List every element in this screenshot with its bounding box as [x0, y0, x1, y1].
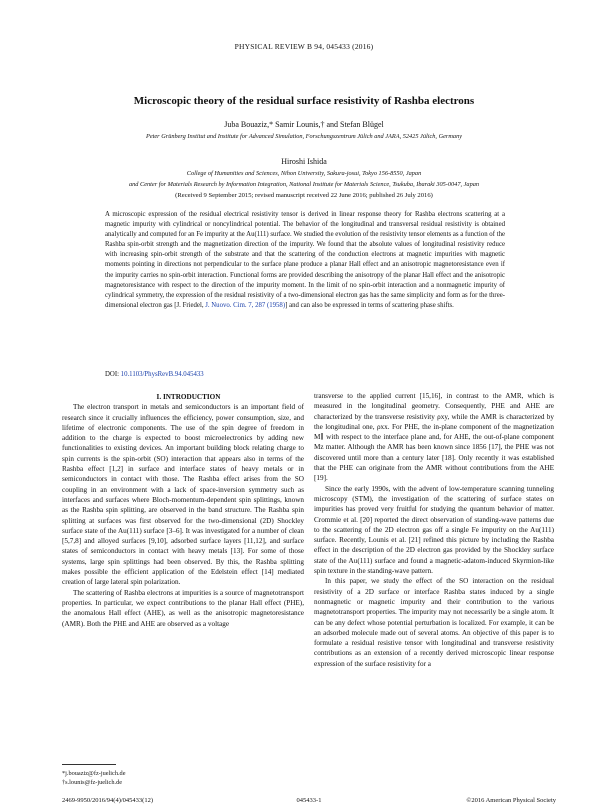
left-column — [62, 392, 304, 629]
paper-title: Microscopic theory of the residual surface resistivity of Rashba electrons — [133, 95, 475, 107]
abstract-body: A microscopic expression of the residual electrical resistivity tensor is derived in linear response theory for Rashba electrons scattering at a magnetic impurity with cylindrical or noncylindrical potential. The behavior of the longitudinal and transversal residual resistivity is obtained analytically and computed for an Fe impurity at the Au(111) surface. We studied the evolution of the resistivity tensor elements as a function of the Rashba spin-orbit strength and the magnetization direction of the impurity. We found that the absolute values of longitudinal resistivity reduce with increasing spin-orbit strength of the substrate and that the scattering of the conduction electrons at magnetic impurities with magnetic moments pointing in directions not perpendicular to the surface plane produce a planar Hall effect and an anisotropic magnetoresistance even if the impurity carries no spin-orbit interaction. Functional forms are provided describing the anisotropy of the planar Hall effect and the anisotropic magnetoresistance with respect to the direction of the impurity moment. In the limit of no spin-orbit interaction and a nonmagnetic impurity of cylindrical symmetry, the expression of the residual resistivity of a two-dimensional electron gas has the same simplicity and form as for the three-dimensional electron gas [J. Friedel, — [105, 211, 505, 309]
footnote-2: †s.lounis@fz-juelich.de — [62, 779, 123, 787]
footnote-rule — [62, 764, 116, 765]
footer-page-number: 045433-1 — [296, 797, 322, 804]
abstract-tail: ] and can also be expressed in terms of scattering phase shifts. — [285, 301, 454, 309]
journal-header: PHYSICAL REVIEW B 94, 045433 (2016) — [234, 42, 374, 51]
paragraph: Since the early 1990s, with the advent of low-temperature scanning tunneling microscopy (STM), the investigation of the scattering of surface states on impurities has proved very fruitful for studying the quantum behavior of matter. Crommie et al. [20] reported the direct observation of standing-wave patterns due to the scattering of the 2D electron gas off a single Fe impurity on the Au(111) surface. Recently, Lounis et al. [21] refined this picture by including the Rashba effect in the description of the 2D electron gas provided by the Shockley surface state of the Au(111) surface and found a magnetic-adatom-induced Skyrmion-like spin texture in the standing-wave pattern. — [314, 484, 554, 576]
affiliation-2a: College of Humanities and Sciences, Nihon University, Sakura-josui, Tokyo 156-8550, Japan — [186, 170, 422, 177]
footnote-1: *j.bouaziz@fz-juelich.de — [62, 770, 126, 777]
affiliation-2b: and Center for Materials Research by Information Integration, National Institute for Materials Science, Tsukuba, Ibaraki 305-0047, Japan — [128, 181, 480, 188]
doi-label: DOI: — [105, 371, 121, 378]
paragraph: In this paper, we study the effect of the SO interaction on the residual resistivity of a 2D surface or interface Rashba states induced by a single nonmagnetic or magnetic impurity and their contribution to the various magnetotransport properties. The impurity may not necessarily be a single atom. It can be any defect whose potential perturbation is localized. For example, it can be an adsorbed molecule made out of several atoms. An objective of this paper is to formulate a residual resistive tensor with longitudinal and transverse resistivity contributions as an extension of a recently derived microscopic linear response expression of the surface resistivity for a — [314, 577, 554, 668]
paragraph: The scattering of Rashba electrons at impurities is a source of magnetotransport properties. In particular, we expect contributions to the planar Hall effect (PHE), the anomalous Hall effect (AHE), as well as the anisotropic magnetoresistance (AMR). Both the PHE and AHE are observed as a voltage — [62, 588, 304, 628]
abstract — [105, 210, 505, 311]
abstract-ref-link[interactable]: J. Nuovo. Cim. 7, 287 (1958) — [205, 301, 286, 309]
doi-line — [105, 371, 204, 378]
paragraph: transverse to the applied current [15,16], in contrast to the AMR, which is measured in the longitudinal geometry. Consequently, PHE and AHE are characterized by the transverse resistivity ρxy, while the AMR is characterized by the longitudinal one, ρxx. For PHE, the in-plane component of the magnetization M∥ with respect to the interface plane and, for AHE, the out-of-plane component Mz matter. Although the AMR has been known since 1856 [17], the PHE was not discovered until more than a century later [18]. Only recently it was established that the PHE can originate from the AMR without contributions from the AHE [19]. — [314, 392, 554, 483]
footer-copyright: ©2016 American Physical Society — [466, 797, 556, 804]
author-list-1: Juba Bouaziz,* Samir Lounis,† and Stefan Blügel — [224, 120, 384, 129]
affiliation-1: Peter Grünberg Institut and Institute for Advanced Simulation, Forschungszentrum Jülich and JARA, 52425 Jülich, Germany — [145, 133, 463, 140]
received-dates: (Received 9 September 2015; revised manuscript received 22 June 2016; published 26 July 2016) — [175, 192, 433, 199]
paragraph: The electron transport in metals and semiconductors is an important field of research since it crucially influences the efficiency, power consumption, size, and lifetime of electronic components. The use of the spin degree of freedom in addition to the charge is expected to boost microelectronics by adding new functionalities to existing devices. An important building block relating charge to spin currents is the spin-orbit (SO) interaction that appears also in terms of the Rashba effect [1,2] in surface and interface states of heavy metals or in semiconductors in contact with those. The Rashba effect arises from the SO coupling in an environment with a lack of space-inversion symmetry such as interfaces and surfaces where Bloch-momentum-dependent spin splittings, known as the Rashba spin splitting, are observed in the band structure. The Rashba spin splitting at surfaces was first observed for the two-dimensional (2D) Shockley surface state of the Au(111) surface [3–6]. It was investigated for a number of clean [5,7,8] and alloyed surfaces [9,10], adsorbed surface layers [11,12], and surface states of semiconductors in contact with heavy metals [13]. For some of those systems, large spin splittings had been observed. By this, the Rashba splitting makes possible the efficient application of the Edelstein effect [14] mediated creation of large lateral spin polarization. — [62, 403, 304, 587]
footer-issn: 2469-9950/2016/94(4)/045433(12) — [62, 797, 153, 804]
doi-link[interactable]: 10.1103/PhysRevB.94.045433 — [120, 371, 204, 378]
section-heading: I. INTRODUCTION — [156, 393, 221, 401]
footnotes — [62, 769, 126, 788]
right-column — [314, 391, 554, 669]
author-list-2: Hiroshi Ishida — [281, 157, 327, 166]
